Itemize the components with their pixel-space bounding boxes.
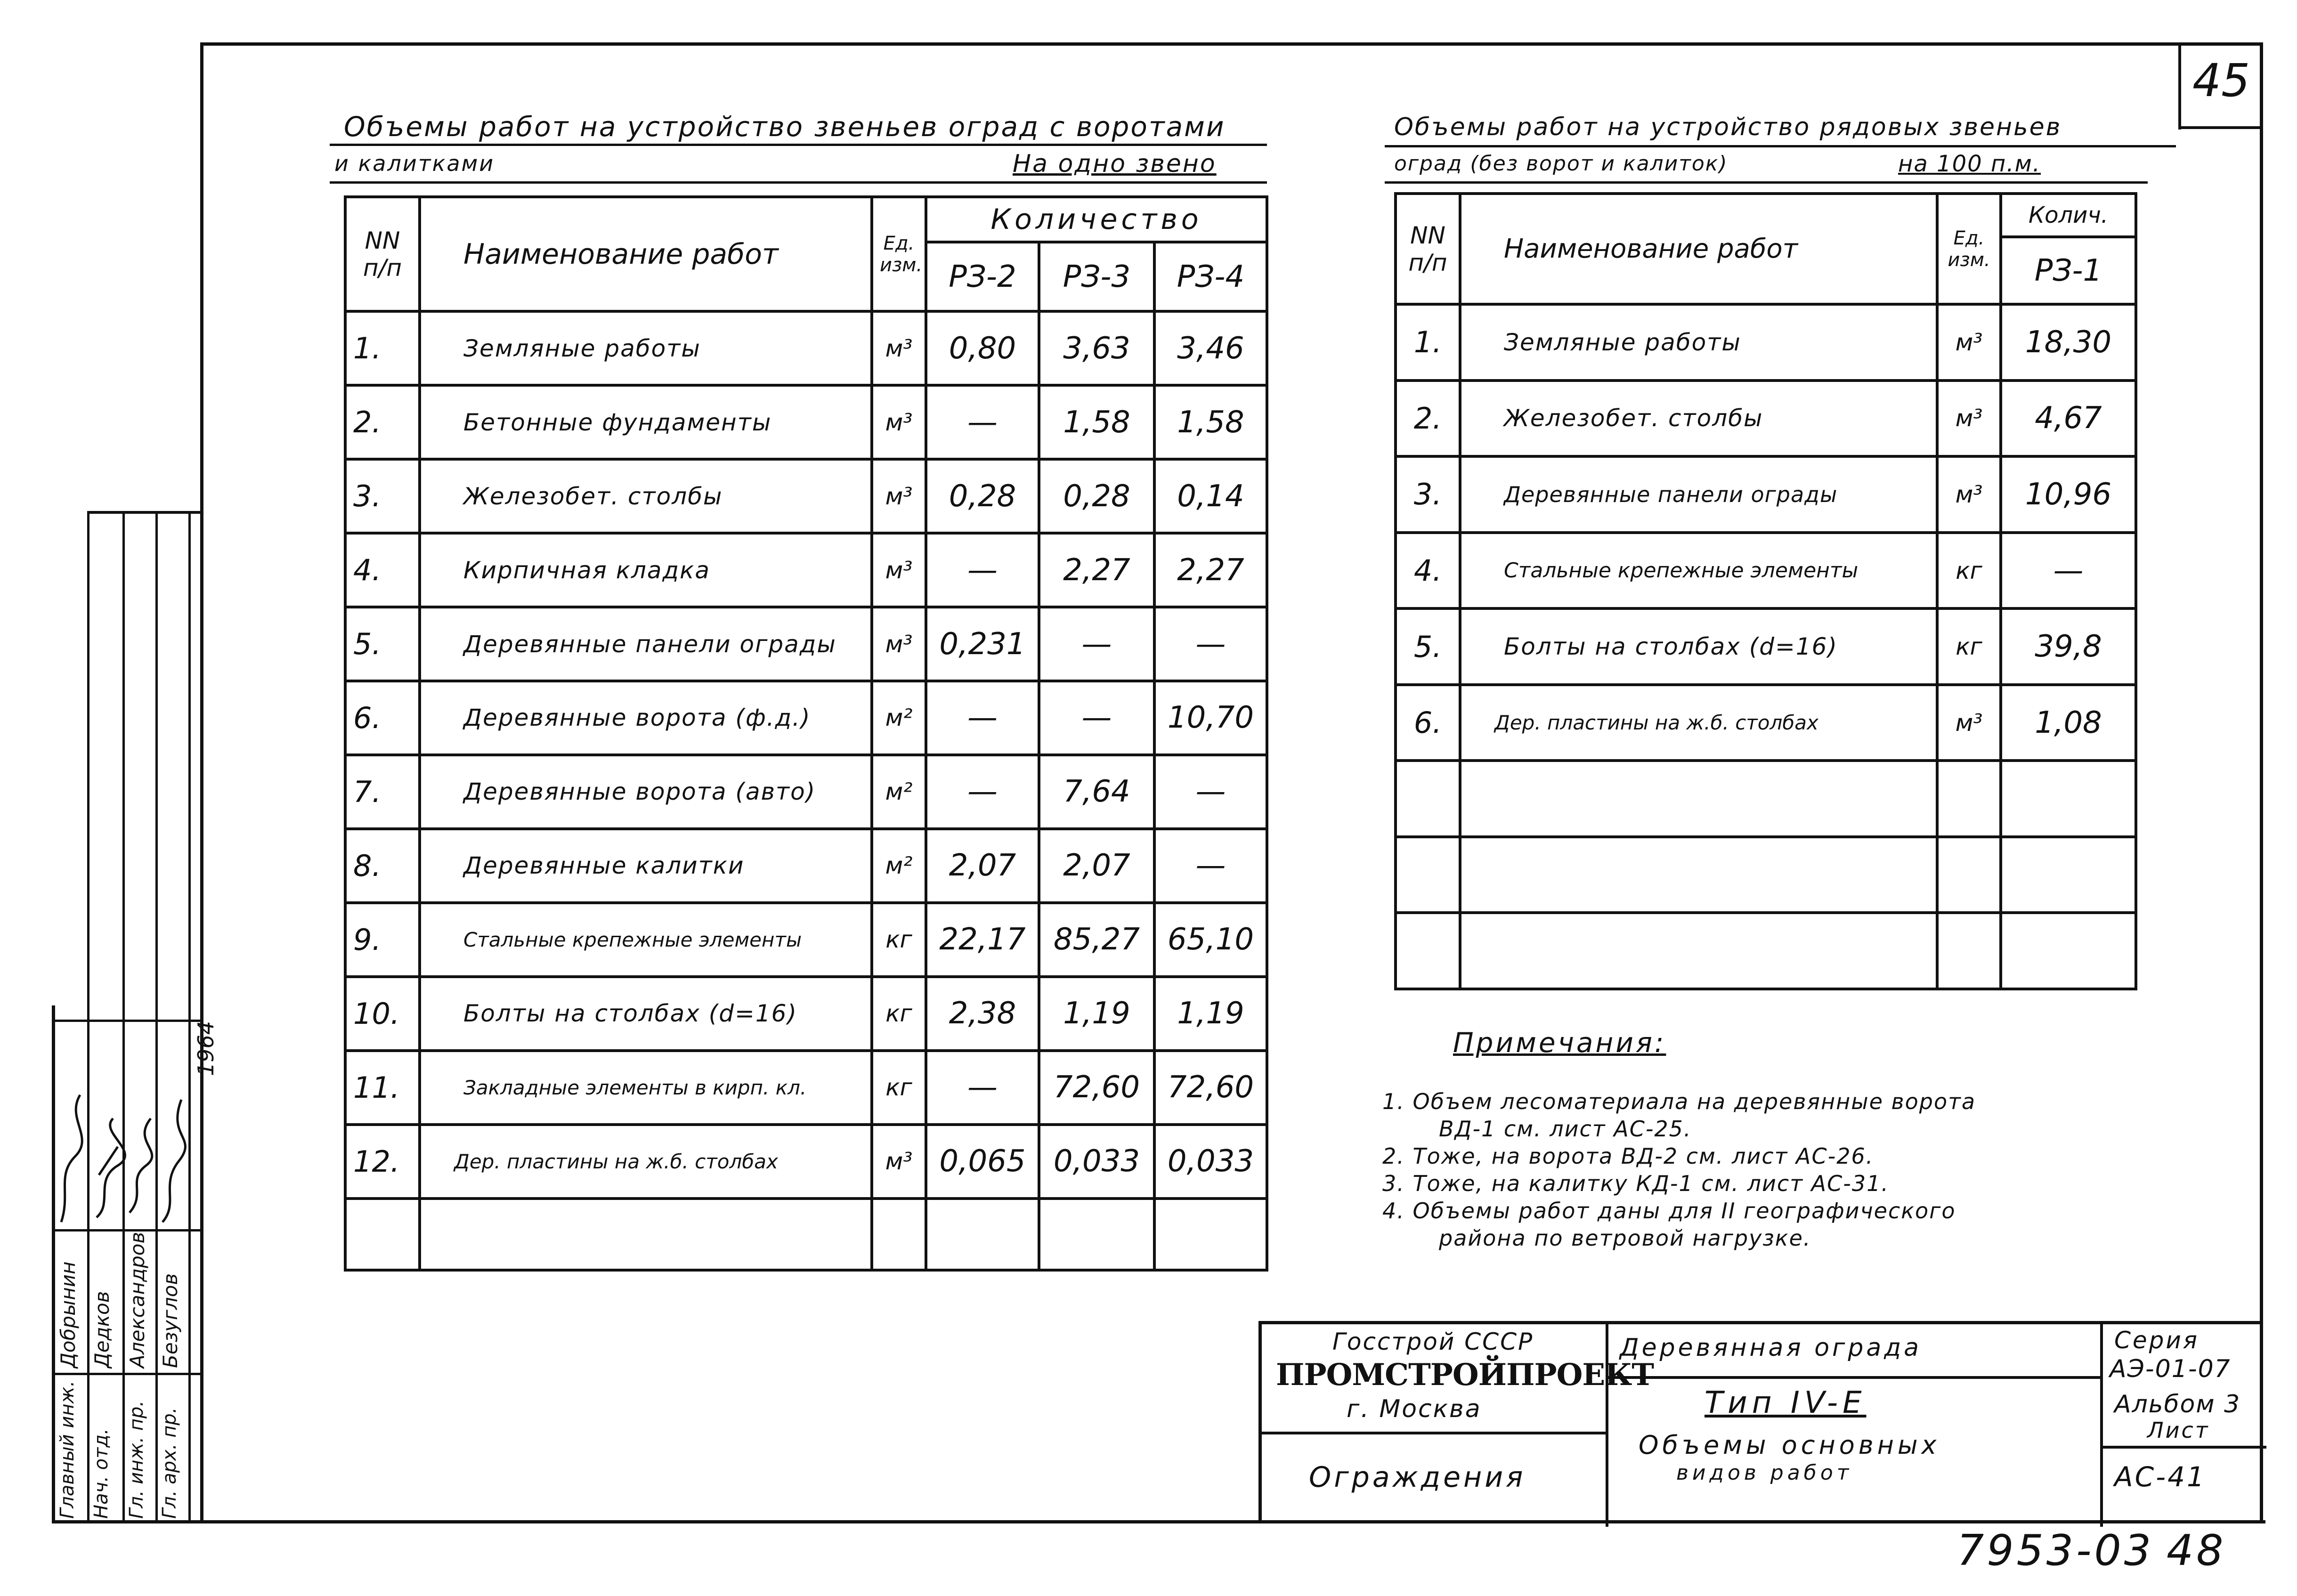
empty-cell xyxy=(420,1199,872,1270)
sheet-value: АС-41 xyxy=(2114,1461,2206,1493)
row-unit: м² xyxy=(872,681,926,755)
org-gosstroy: Госстрой СССР xyxy=(1332,1328,1534,1355)
row-number: 12. xyxy=(345,1125,420,1199)
row-value-rz4: 10,70 xyxy=(1154,681,1267,755)
header-name: Наименование работ xyxy=(420,197,872,311)
row-value-rz2: 2,38 xyxy=(926,977,1039,1051)
series-value: АЭ-01-07 xyxy=(2110,1355,2231,1383)
row-value-rz4: 2,27 xyxy=(1154,533,1267,607)
row-unit: м² xyxy=(872,755,926,829)
header-col-rz4: РЗ-4 xyxy=(1154,242,1267,311)
stamp-line xyxy=(52,1373,200,1375)
stamp-year: 1964 xyxy=(193,1021,219,1076)
row-value-rz2: 0,065 xyxy=(926,1125,1039,1199)
stamp-role: Гл. арх. пр. xyxy=(159,1407,180,1519)
header-unit: Ед. изм. xyxy=(1937,194,2001,304)
row-value-rz2: 0,28 xyxy=(926,459,1039,533)
empty-cell xyxy=(345,1199,420,1270)
row-unit: кг xyxy=(872,1051,926,1125)
tb-divider xyxy=(2100,1324,2103,1527)
row-number: 1. xyxy=(345,311,420,385)
empty-cell xyxy=(1460,837,1937,913)
left-title-underline2 xyxy=(330,181,1267,184)
row-number: 6. xyxy=(345,681,420,755)
empty-cell xyxy=(1039,1199,1154,1270)
left-table-title-line1: Объемы работ на устройство звеньев оград с воротами xyxy=(344,111,1226,143)
album-label: Альбом 3 xyxy=(2114,1390,2241,1418)
row-work-name: Деревянные панели ограды xyxy=(420,607,872,681)
empty-cell xyxy=(872,1199,926,1270)
empty-cell xyxy=(1460,761,1937,837)
stamp-line xyxy=(122,511,125,1523)
row-value-rz4: 1,58 xyxy=(1154,385,1267,459)
row-value-rz4: 3,46 xyxy=(1154,311,1267,385)
row-unit: м³ xyxy=(872,607,926,681)
row-value-rz2: 2,07 xyxy=(926,829,1039,903)
row-number: 5. xyxy=(1396,608,1460,685)
empty-cell xyxy=(2001,913,2136,989)
row-number: 4. xyxy=(1396,533,1460,609)
row-value-rz3: 1,58 xyxy=(1039,385,1154,459)
row-value-rz1: 18,30 xyxy=(2001,304,2136,381)
empty-cell xyxy=(1396,761,1460,837)
row-value-rz4: 1,19 xyxy=(1154,977,1267,1051)
row-work-name: Дер. пластины на ж.б. столбах xyxy=(420,1125,872,1199)
left-title-underline1 xyxy=(330,144,1267,146)
left-table-title-line2: и калитками xyxy=(334,151,495,176)
row-unit: м³ xyxy=(1937,304,2001,381)
empty-cell xyxy=(1396,837,1460,913)
row-work-name: Железобет. столбы xyxy=(1460,381,1937,457)
row-work-name: Земляные работы xyxy=(420,311,872,385)
section-name: Ограждения xyxy=(1309,1461,1526,1494)
row-unit: м³ xyxy=(872,1125,926,1199)
sheet-corner-number: 45 xyxy=(2192,54,2250,107)
row-work-name: Деревянные калитки xyxy=(420,829,872,903)
stamp-role: Главный инж. xyxy=(57,1380,78,1519)
row-value-rz3: — xyxy=(1039,681,1154,755)
side-approval-stamp xyxy=(52,511,219,1523)
row-value-rz4: 0,033 xyxy=(1154,1125,1267,1199)
row-value-rz3: 2,07 xyxy=(1039,829,1154,903)
row-value-rz3: 0,033 xyxy=(1039,1125,1154,1199)
series-label: Серия xyxy=(2114,1327,2199,1354)
header-col-rz1: РЗ-1 xyxy=(2001,237,2136,304)
stamp-role: Нач. отд. xyxy=(90,1428,112,1519)
empty-cell xyxy=(2001,837,2136,913)
tb-divider xyxy=(1606,1324,1608,1527)
row-unit: м³ xyxy=(1937,381,2001,457)
row-work-name: Болты на столбах (d=16) xyxy=(420,977,872,1051)
row-number: 9. xyxy=(345,903,420,977)
row-unit: кг xyxy=(1937,533,2001,609)
org-city: г. Москва xyxy=(1347,1395,1482,1423)
stamp-name: Дедков xyxy=(90,1291,114,1368)
row-number: 10. xyxy=(345,977,420,1051)
header-unit: Ед. изм. xyxy=(872,197,926,311)
subject-line1: Объемы основных xyxy=(1639,1430,1940,1460)
right-table-per-unit: на 100 п.м. xyxy=(1898,151,2041,177)
row-unit: м³ xyxy=(872,311,926,385)
empty-cell xyxy=(1937,761,2001,837)
header-quantity: Количество xyxy=(926,197,1267,242)
row-unit: кг xyxy=(872,977,926,1051)
frame-right xyxy=(2260,42,2263,1523)
stamp-name: Добрынин xyxy=(57,1261,80,1368)
empty-cell xyxy=(1937,913,2001,989)
row-work-name: Бетонные фундаменты xyxy=(420,385,872,459)
row-unit: м² xyxy=(872,829,926,903)
row-number: 3. xyxy=(1396,456,1460,533)
header-nn: NN п/п xyxy=(1396,194,1460,304)
org-promstroyproekt: ПРОМСТРОЙПРОЕКТ xyxy=(1276,1357,1654,1393)
header-col-rz2: РЗ-2 xyxy=(926,242,1039,311)
row-number: 8. xyxy=(345,829,420,903)
empty-cell xyxy=(926,1199,1039,1270)
tb-divider xyxy=(1606,1376,2100,1379)
row-work-name: Земляные работы xyxy=(1460,304,1937,381)
empty-cell xyxy=(1154,1199,1267,1270)
frame-left xyxy=(200,42,203,1523)
header-col-rz3: РЗ-3 xyxy=(1039,242,1154,311)
stamp-line xyxy=(87,511,200,514)
stamp-role: Гл. инж. пр. xyxy=(126,1400,147,1519)
row-value-rz3: 1,19 xyxy=(1039,977,1154,1051)
row-value-rz1: — xyxy=(2001,533,2136,609)
row-number: 7. xyxy=(345,755,420,829)
corner-box-bottom xyxy=(2178,126,2263,129)
row-number: 2. xyxy=(1396,381,1460,457)
row-value-rz1: 1,08 xyxy=(2001,685,2136,761)
row-value-rz2: 0,231 xyxy=(926,607,1039,681)
row-value-rz3: — xyxy=(1039,607,1154,681)
stamp-line xyxy=(87,511,89,1523)
stamp-line xyxy=(52,1229,200,1231)
left-volume-table xyxy=(344,195,1268,1272)
left-table-per-unit: На одно звено xyxy=(1013,150,1217,178)
row-value-rz3: 2,27 xyxy=(1039,533,1154,607)
row-value-rz2: — xyxy=(926,533,1039,607)
row-value-rz1: 39,8 xyxy=(2001,608,2136,685)
right-table-title-line2: оград (без ворот и калиток) xyxy=(1394,152,1728,176)
row-work-name: Болты на столбах (d=16) xyxy=(1460,608,1937,685)
row-work-name: Закладные элементы в кирп. кл. xyxy=(420,1051,872,1125)
row-value-rz2: — xyxy=(926,385,1039,459)
bottom-page-number: 48 xyxy=(2167,1526,2226,1575)
stamp-line xyxy=(155,511,158,1523)
row-value-rz1: 10,96 xyxy=(2001,456,2136,533)
row-number: 2. xyxy=(345,385,420,459)
stamp-line xyxy=(188,511,191,1523)
subject-line2: видов работ xyxy=(1676,1461,1853,1485)
row-work-name: Стальные крепежные элементы xyxy=(1460,533,1937,609)
title-block xyxy=(1258,1321,2263,1523)
row-value-rz3: 72,60 xyxy=(1039,1051,1154,1125)
empty-cell xyxy=(2001,761,2136,837)
stamp-line xyxy=(52,1020,200,1022)
row-value-rz4: 72,60 xyxy=(1154,1051,1267,1125)
object-name: Деревянная ограда xyxy=(1620,1334,1922,1362)
row-unit: м³ xyxy=(1937,685,2001,761)
row-unit: м³ xyxy=(872,459,926,533)
row-work-name: Стальные крепежные элементы xyxy=(420,903,872,977)
row-work-name: Кирпичная кладка xyxy=(420,533,872,607)
row-value-rz4: — xyxy=(1154,607,1267,681)
row-value-rz3: 85,27 xyxy=(1039,903,1154,977)
signature-scribbles xyxy=(52,1024,193,1227)
note-line: 2. Тоже, на ворота ВД-2 см. лист АС-26. xyxy=(1382,1143,1874,1169)
note-line: 4. Объемы работ даны для II географического xyxy=(1382,1198,1956,1223)
row-unit: м³ xyxy=(872,533,926,607)
row-number: 1. xyxy=(1396,304,1460,381)
row-value-rz2: — xyxy=(926,1051,1039,1125)
notes-title: Примечания: xyxy=(1453,1027,1666,1059)
type-label: Тип IV-Е xyxy=(1704,1385,1867,1420)
row-number: 11. xyxy=(345,1051,420,1125)
row-number: 3. xyxy=(345,459,420,533)
note-line: ВД-1 см. лист АС-25. xyxy=(1439,1116,1692,1142)
note-line: 3. Тоже, на калитку КД-1 см. лист АС-31. xyxy=(1382,1171,1889,1196)
header-quantity: Колич. xyxy=(2001,194,2136,237)
row-number: 6. xyxy=(1396,685,1460,761)
row-unit: кг xyxy=(1937,608,2001,685)
note-line: 1. Объем лесоматериала на деревянные ворота xyxy=(1382,1089,1976,1114)
row-work-name: Дер. пластины на ж.б. столбах xyxy=(1460,685,1937,761)
row-work-name: Деревянные панели ограды xyxy=(1460,456,1937,533)
sheet-label: Лист xyxy=(2147,1418,2210,1443)
row-value-rz4: — xyxy=(1154,829,1267,903)
note-line: района по ветровой нагрузке. xyxy=(1439,1225,1811,1251)
row-value-rz2: — xyxy=(926,755,1039,829)
row-value-rz4: 0,14 xyxy=(1154,459,1267,533)
row-unit: м³ xyxy=(872,385,926,459)
row-value-rz3: 7,64 xyxy=(1039,755,1154,829)
row-number: 4. xyxy=(345,533,420,607)
right-volume-table xyxy=(1394,192,2137,990)
row-unit: м³ xyxy=(1937,456,2001,533)
empty-cell xyxy=(1396,913,1460,989)
row-value-rz2: 0,80 xyxy=(926,311,1039,385)
frame-top xyxy=(200,42,2263,46)
corner-box-left xyxy=(2178,42,2181,130)
row-unit: кг xyxy=(872,903,926,977)
row-value-rz3: 0,28 xyxy=(1039,459,1154,533)
row-value-rz1: 4,67 xyxy=(2001,381,2136,457)
stamp-name: Безуглов xyxy=(159,1273,182,1368)
notes-list xyxy=(1382,1088,1976,1252)
right-title-underline2 xyxy=(1385,181,2148,184)
row-work-name: Деревянные ворота (авто) xyxy=(420,755,872,829)
row-number: 5. xyxy=(345,607,420,681)
right-table-title-line1: Объемы работ на устройство рядовых звеньев xyxy=(1394,113,2062,141)
row-value-rz4: 65,10 xyxy=(1154,903,1267,977)
header-name: Наименование работ xyxy=(1460,194,1937,304)
stamp-name: Александров xyxy=(126,1231,149,1368)
bottom-code: 7953-03 xyxy=(1957,1526,2154,1575)
row-value-rz4: — xyxy=(1154,755,1267,829)
row-work-name: Железобет. столбы xyxy=(420,459,872,533)
row-work-name: Деревянные ворота (ф.д.) xyxy=(420,681,872,755)
empty-cell xyxy=(1460,913,1937,989)
row-value-rz2: — xyxy=(926,681,1039,755)
empty-cell xyxy=(1937,837,2001,913)
row-value-rz3: 3,63 xyxy=(1039,311,1154,385)
right-title-underline1 xyxy=(1385,145,2176,147)
tb-divider xyxy=(2100,1446,2266,1449)
row-value-rz2: 22,17 xyxy=(926,903,1039,977)
tb-divider xyxy=(1262,1432,1606,1434)
header-nn: NN п/п xyxy=(345,197,420,311)
